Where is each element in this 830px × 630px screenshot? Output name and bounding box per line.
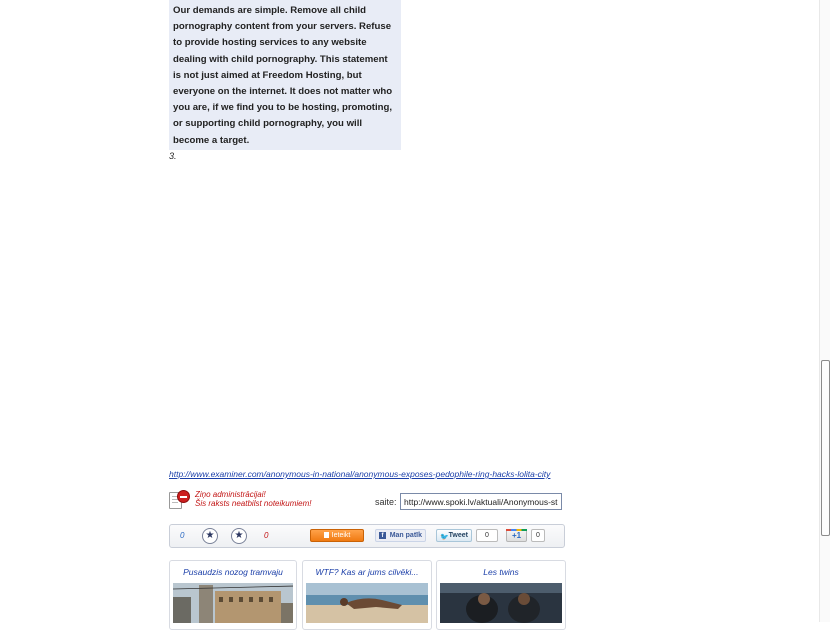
report-title[interactable]: Ziņo administrācijai! xyxy=(195,490,266,499)
comment-count: 0 xyxy=(180,531,185,540)
recommend-label: Ieteikt xyxy=(331,532,351,539)
related-card[interactable] xyxy=(436,560,566,630)
twitter-bird-icon: 🐦 xyxy=(440,534,449,541)
report-admin[interactable] xyxy=(169,490,369,514)
action-bar xyxy=(169,524,565,548)
scrollbar-thumb[interactable] xyxy=(821,360,830,536)
facebook-like-label: Man patīk xyxy=(389,532,422,539)
favorite-star-icon[interactable]: ★ xyxy=(231,528,247,544)
item-number: 3. xyxy=(169,151,177,161)
related-card-title[interactable]: WTF? Kas ar jums cilvēki... xyxy=(315,567,419,577)
url-label: saite: xyxy=(375,497,397,507)
related-card-title[interactable]: Pusaudzis nozog tramvaju xyxy=(183,567,283,577)
recommend-icon xyxy=(324,532,329,538)
related-card-image[interactable] xyxy=(440,583,562,629)
fav-count: 0 xyxy=(264,531,269,540)
report-subtitle[interactable]: Šis raksts neatbilst noteikumiem! xyxy=(195,499,312,508)
gplus-count: 0 xyxy=(531,529,545,542)
related-card-image[interactable] xyxy=(173,583,293,629)
quote-box xyxy=(169,0,401,150)
recommend-button[interactable] xyxy=(310,529,364,542)
tweet-count: 0 xyxy=(476,529,498,542)
related-card-image[interactable] xyxy=(306,583,428,629)
tweet-button[interactable] xyxy=(436,529,472,542)
tweet-label: Tweet xyxy=(448,532,468,539)
share-url-input[interactable] xyxy=(400,493,562,510)
source-link[interactable]: http://www.examiner.com/anonymous-in-national/anonymous-exposes-pedophile-ring-hacks-lolita-city xyxy=(169,469,551,479)
related-card[interactable] xyxy=(302,560,432,630)
quote-text: Our demands are simple. Remove all child pornography content from your servers. Refuse to provide hosting services to any website dealing with child pornography. This statement is not just aimed at Freedom Hosting, but everyone on the internet. It does not matter who you are, if we find you to be hosting, promoting, or supporting child pornography, you will become a target. xyxy=(173,5,393,146)
star-icon[interactable]: ★ xyxy=(202,528,218,544)
stop-icon xyxy=(177,490,190,503)
gplus-button[interactable]: +1 xyxy=(506,529,527,542)
facebook-like-button[interactable] xyxy=(375,529,426,542)
scrollbar[interactable] xyxy=(819,0,830,622)
related-card-title[interactable]: Les twins xyxy=(483,567,519,577)
related-card[interactable] xyxy=(169,560,297,630)
facebook-icon: f xyxy=(379,532,386,539)
